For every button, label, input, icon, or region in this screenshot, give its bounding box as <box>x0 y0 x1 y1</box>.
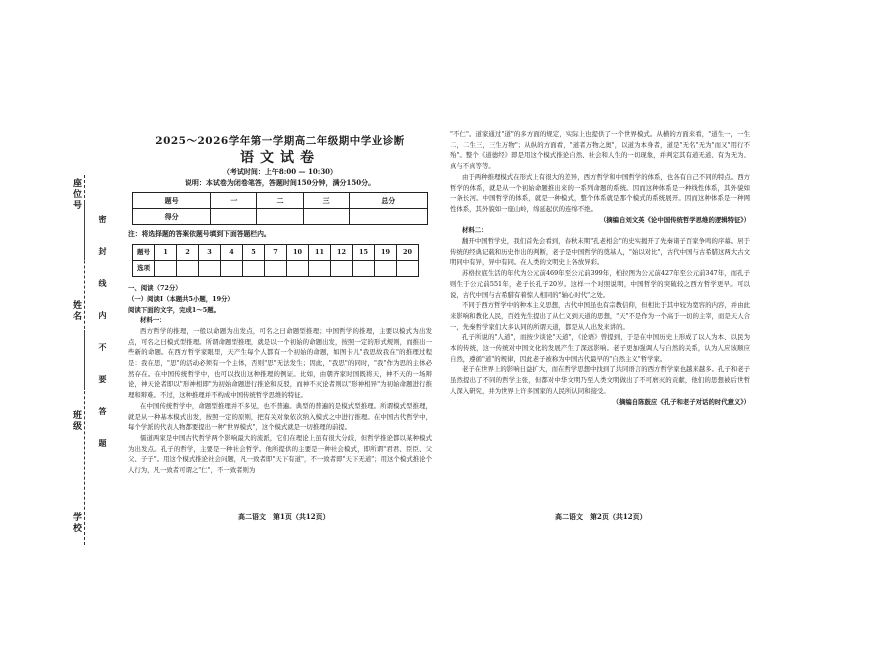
page-footer-right: 高二语文 第2页（共12页） <box>555 512 647 521</box>
passage-paragraph: 苏格拉底生活的年代为公元前469年至公元前399年，柏拉图为公元前427年至公元前347年，而孔子则生于公元前551年，老子长孔子20岁。这样一个对照说明，中国哲学的突破较之西方哲学更早。可以说，古代中国与古希腊有着惊人相同的"轴心时代"之处。 <box>450 269 750 299</box>
exam-title: 2025～2026学年第一学期高二年级期中学业诊断 <box>155 135 405 147</box>
answer-choice-cell[interactable] <box>331 261 353 277</box>
score-input-cell[interactable] <box>257 209 303 225</box>
answer-number-cell: 题号 <box>133 245 155 261</box>
answer-choice-cell[interactable] <box>375 261 397 277</box>
answer-number-cell: 4 <box>221 245 243 261</box>
answer-choice-row <box>133 261 419 277</box>
material-two-label: 材料二： <box>462 226 488 235</box>
section-heading: 一、阅读（72分） <box>128 284 182 293</box>
answer-number-row <box>133 245 419 261</box>
score-table-header-row <box>133 193 428 209</box>
source-citation: （摘编自陈鼓应《孔子和老子对话的时代意义》） <box>612 397 750 406</box>
passage-paragraph: 老子在世界上的影响日益扩大，而在哲学思想中找到了共同语言的西方哲学家也越来越多。孔子和老子虽然提出了不同的哲学主张，但都对中华文明乃至人类文明做出了不可磨灭的贡献，他们的思想被后世哲人深入研究，并为世界上许多国家的人民所认同和接受。 <box>450 365 750 395</box>
score-cell: 二 <box>257 193 303 209</box>
score-cell: 题号 <box>133 193 211 209</box>
answer-choice-cell[interactable] <box>177 261 199 277</box>
page-footer-left: 高二语文 第1页（共12页） <box>238 512 330 521</box>
class-label: 班级 <box>71 410 81 432</box>
subsection-heading: （一）阅读Ⅰ（本题共5小题，19分） <box>128 294 234 303</box>
source-citation: （摘编自刘文英《论中国传统哲学思维的逻辑特征》） <box>599 215 750 224</box>
passage-paragraph: "不仁"。道家通过"道"的多方面的规定，实际上也提供了一个世界模式。从横的方面来看，"道生一，一生二，二生三，三生万物"；从纵的方面看，"道者万物之奥"，以道为本身者，道是"无名"无为"而又"用行不殆"。整个《道德经》即是用这个模式推论自然、社会和人生的一切现象，并判定其有道无道、有为无为、真与不真等等。 <box>450 130 750 171</box>
answer-number-cell: 19 <box>375 245 397 261</box>
seat-number-line <box>84 200 85 260</box>
score-input-cell[interactable] <box>211 209 257 225</box>
seat-number-label: 座位号 <box>71 178 81 211</box>
answer-number-cell: 1 <box>155 245 177 261</box>
answer-choice-cell[interactable] <box>221 261 243 277</box>
left-column <box>128 136 432 476</box>
passage-paragraph: 翻开中国哲学史，我们首先会看到，春秋末期"孔老相会"的史实揭开了先秦诸子百家争鸣的序幕。居于传统的经典记载和历史作出的判断，老子是中国哲学的奠基人，"始以对比"，古代中国与古希腊这两大古文明同中有异，异中有同。在人类的文明史上各放异彩。 <box>450 237 750 267</box>
answer-number-cell: 3 <box>199 245 221 261</box>
answer-table <box>132 244 419 277</box>
answer-note: 注：将选择题的答案依题号填到下面答题栏内。 <box>128 230 271 239</box>
answer-number-cell: 11 <box>309 245 331 261</box>
exam-time: （考试时间：上午8:00 — 10:30） <box>222 167 338 177</box>
score-input-cell[interactable] <box>303 209 349 225</box>
answer-choice-cell[interactable] <box>155 261 177 277</box>
name-label: 姓名 <box>71 300 81 322</box>
passage-paragraph: 孔子所说的"人道"，而按少谈论"天道"，《论语》曾提到，于是在中国历史上形成了以人为本、以民为本的传统，这一传统对中国文化的发展产生了深远影响。老子更加强调人与自然的关系，认为人应该顺应自然，遵循"道"的规律，因此老子被称为中国古代最早的"自然主义"哲学家。 <box>450 333 750 363</box>
passage-paragraph: 儒道两家是中国古代哲学两个影响最大的流派，它们在理论上虽有很大分歧，但哲学推论都以某种模式为出发点。孔子的哲学，主要是一种社会哲学。他所提供的主要是一种社会模式，即所谓"君君、臣臣、父父、子子"。用这个模式推论社会问题，凡一致者即"天下有道"，不一致者即"天下无道"；用这个模式推论个人行为，凡一致者可谓之"仁"，不一致者则为 <box>128 433 432 475</box>
exam-notice: 说明：本试卷为闭卷笔答，答题时间150分钟，满分150分。 <box>184 178 376 188</box>
answer-choice-cell[interactable] <box>309 261 331 277</box>
passage-paragraph: 由于两种推理模式在形式上有很大的差异，西方哲学和中国哲学的体系，也各有自己不同的特点。西方哲学的体系，就是从一个初始命题推出来的一系列命题的系统。因而这种体系是一种线性体系，其外貌如一条长河。中国哲学的体系，就是一种模式，整个体系就是那个模式的系统展开。因而这种体系是一种网性体系，其外貌如一座山岭，绵延起伏的连绵不绝。 <box>450 172 750 213</box>
score-input-cell[interactable] <box>349 209 427 225</box>
reading-instruction: 阅读下面的文字，完成1～5题。 <box>128 305 220 314</box>
score-table <box>132 192 428 225</box>
right-column <box>450 129 750 407</box>
answer-choice-label: 选项 <box>133 261 155 277</box>
passage-paragraph: 不同于西方哲学中的种本主义思想，古代中国虽也有宗教信仰，但相比于其中较为宽容的内容，并由此来影响和教化人民，百姓先生提出了从仁义到天道的思想，"天"不是作为一个高于一切的主宰，而是天人合一，先秦哲学家们大多认同的所谓天道，都是从人出发来讲的。 <box>450 301 750 331</box>
score-cell: 一 <box>211 193 257 209</box>
material-one-label: 材料一： <box>140 316 166 325</box>
school-label: 学校 <box>71 512 81 534</box>
name-line <box>84 330 85 390</box>
seal-line-text: 密封线内不要答题 <box>98 215 108 471</box>
answer-choice-cell[interactable] <box>199 261 221 277</box>
answer-number-cell: 2 <box>177 245 199 261</box>
answer-number-cell: 20 <box>397 245 419 261</box>
answer-number-cell: 5 <box>243 245 265 261</box>
answer-number-cell: 7 <box>265 245 287 261</box>
answer-number-cell: 12 <box>331 245 353 261</box>
score-cell: 得分 <box>133 209 211 225</box>
passage-paragraph: 在中国传统哲学中，命题型推理并不多见，也不普遍。典型的普遍的是模式型推理。所谓模式型推理，就是从一种基本模式出发，按照一定的原则，把有关对象依次纳入模式之中进行推理。在中国古代哲学中，每个学派的代表人物都要提出一种"世界模式"，这个模式就是一切推理的前提。 <box>128 401 432 432</box>
score-cell: 总分 <box>349 193 427 209</box>
subject-title: 语文试卷 <box>240 149 320 166</box>
answer-choice-cell[interactable] <box>265 261 287 277</box>
answer-choice-cell[interactable] <box>353 261 375 277</box>
passage-paragraph: 西方哲学的推理，一般以命题为出发点，可名之曰命题型推理；中国哲学的推理，主要以模式为出发点，可名之曰模式型推理。所谓命题型推理，就是以一个初始的命题出发，按照一定的形式规则，而推出一些新的命题。在西方哲学家眼里，天产生每个人都有一个初始的命题，如图卡儿"我思故我在"的推理过程是：我在思，"思"的活动必须有一个主体，否则"思"无法发生；因此，"我思"的同时，"我"作为思的主体必然存在。在中国传统哲学中，也可以找出这种推理的例证。比如，由朝齐家时国既将天，神不天的一场辩论，神天论者即以"形神相即"为初始命题进行推论和反驳，而神不灭论者则以"形神相异"为初始命题进行推理和辩难。不过，这种推理并不构成中国传统哲学思维的特征。 <box>128 326 432 400</box>
answer-choice-cell[interactable] <box>243 261 265 277</box>
answer-choice-cell[interactable] <box>287 261 309 277</box>
score-cell: 三 <box>303 193 349 209</box>
answer-choice-cell[interactable] <box>397 261 419 277</box>
score-table-score-row <box>133 209 428 225</box>
answer-number-cell: 15 <box>353 245 375 261</box>
answer-number-cell: 10 <box>287 245 309 261</box>
